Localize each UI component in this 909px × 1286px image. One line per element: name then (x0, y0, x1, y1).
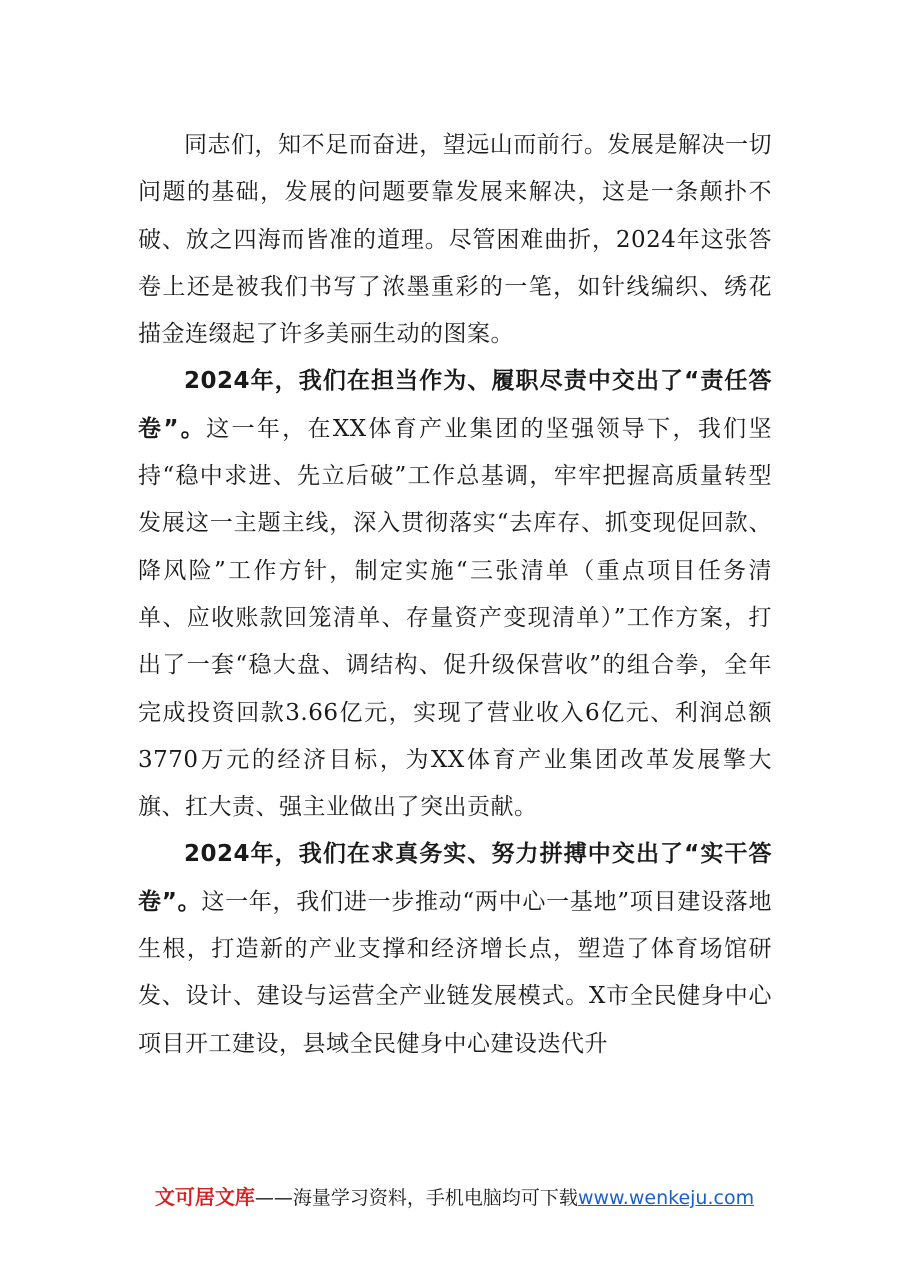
paragraph-lead: 2024年，我们在求真务实、努力拼搏中交出了“实干答卷”。 (138, 841, 772, 915)
paragraph-lead: 2024年，我们在担当作为、履职尽责中交出了“责任答卷”。 (138, 368, 772, 442)
paragraph-text: 同志们，知不足而奋进，望远山而前行。发展是解决一切问题的基础，发展的问题要靠发展来解决，这是一条颠扑不破、放之四海而皆准的道理。尽管困难曲折，2024年这张答卷上还是被我们书写了浓墨重彩的一笔，如针线编织、绣花描金连缀起了许多美丽生动的图案。 (138, 132, 772, 348)
paragraph-responsibility (138, 358, 772, 831)
paragraph-practice (138, 831, 772, 1067)
paragraph-text: 这一年，我们进一步推动“两中心一基地”项目建设落地生根，打造新的产业支撑和经济增长点，塑造了体育场馆研发、设计、建设与运营全产业链发展模式。X市全民健身中心项目开工建设，县域全民健身中心建设迭代升 (138, 888, 772, 1057)
footer-brand: 文可居文库 (154, 1185, 255, 1209)
paragraph-intro (138, 122, 772, 358)
footer-link[interactable]: www.wenkeju.com (577, 1187, 755, 1209)
footer-slogan: ——海量学习资料，手机电脑均可下载 (254, 1187, 578, 1209)
paragraph-text: 这一年，在XX体育产业集团的坚强领导下，我们坚持“稳中求进、先立后破”工作总基调，牢牢把握高质量转型发展这一主题主线，深入贯彻落实“去库存、抓变现促回款、降风险”工作方针，制定实施“三张清单（重点项目任务清单、应收账款回笼清单、存量资产变现清单）”工作方案，打出了一套“稳大盘、调结构、促升级保营收”的组合拳，全年完成投资回款3.66亿元，实现了营业收入6亿元、利润总额3770万元的经济目标，为XX体育产业集团改革发展擎大旗、扛大责、强主业做出了突出贡献。 (138, 415, 772, 821)
page-footer (0, 1181, 909, 1210)
document-body (138, 122, 772, 1068)
